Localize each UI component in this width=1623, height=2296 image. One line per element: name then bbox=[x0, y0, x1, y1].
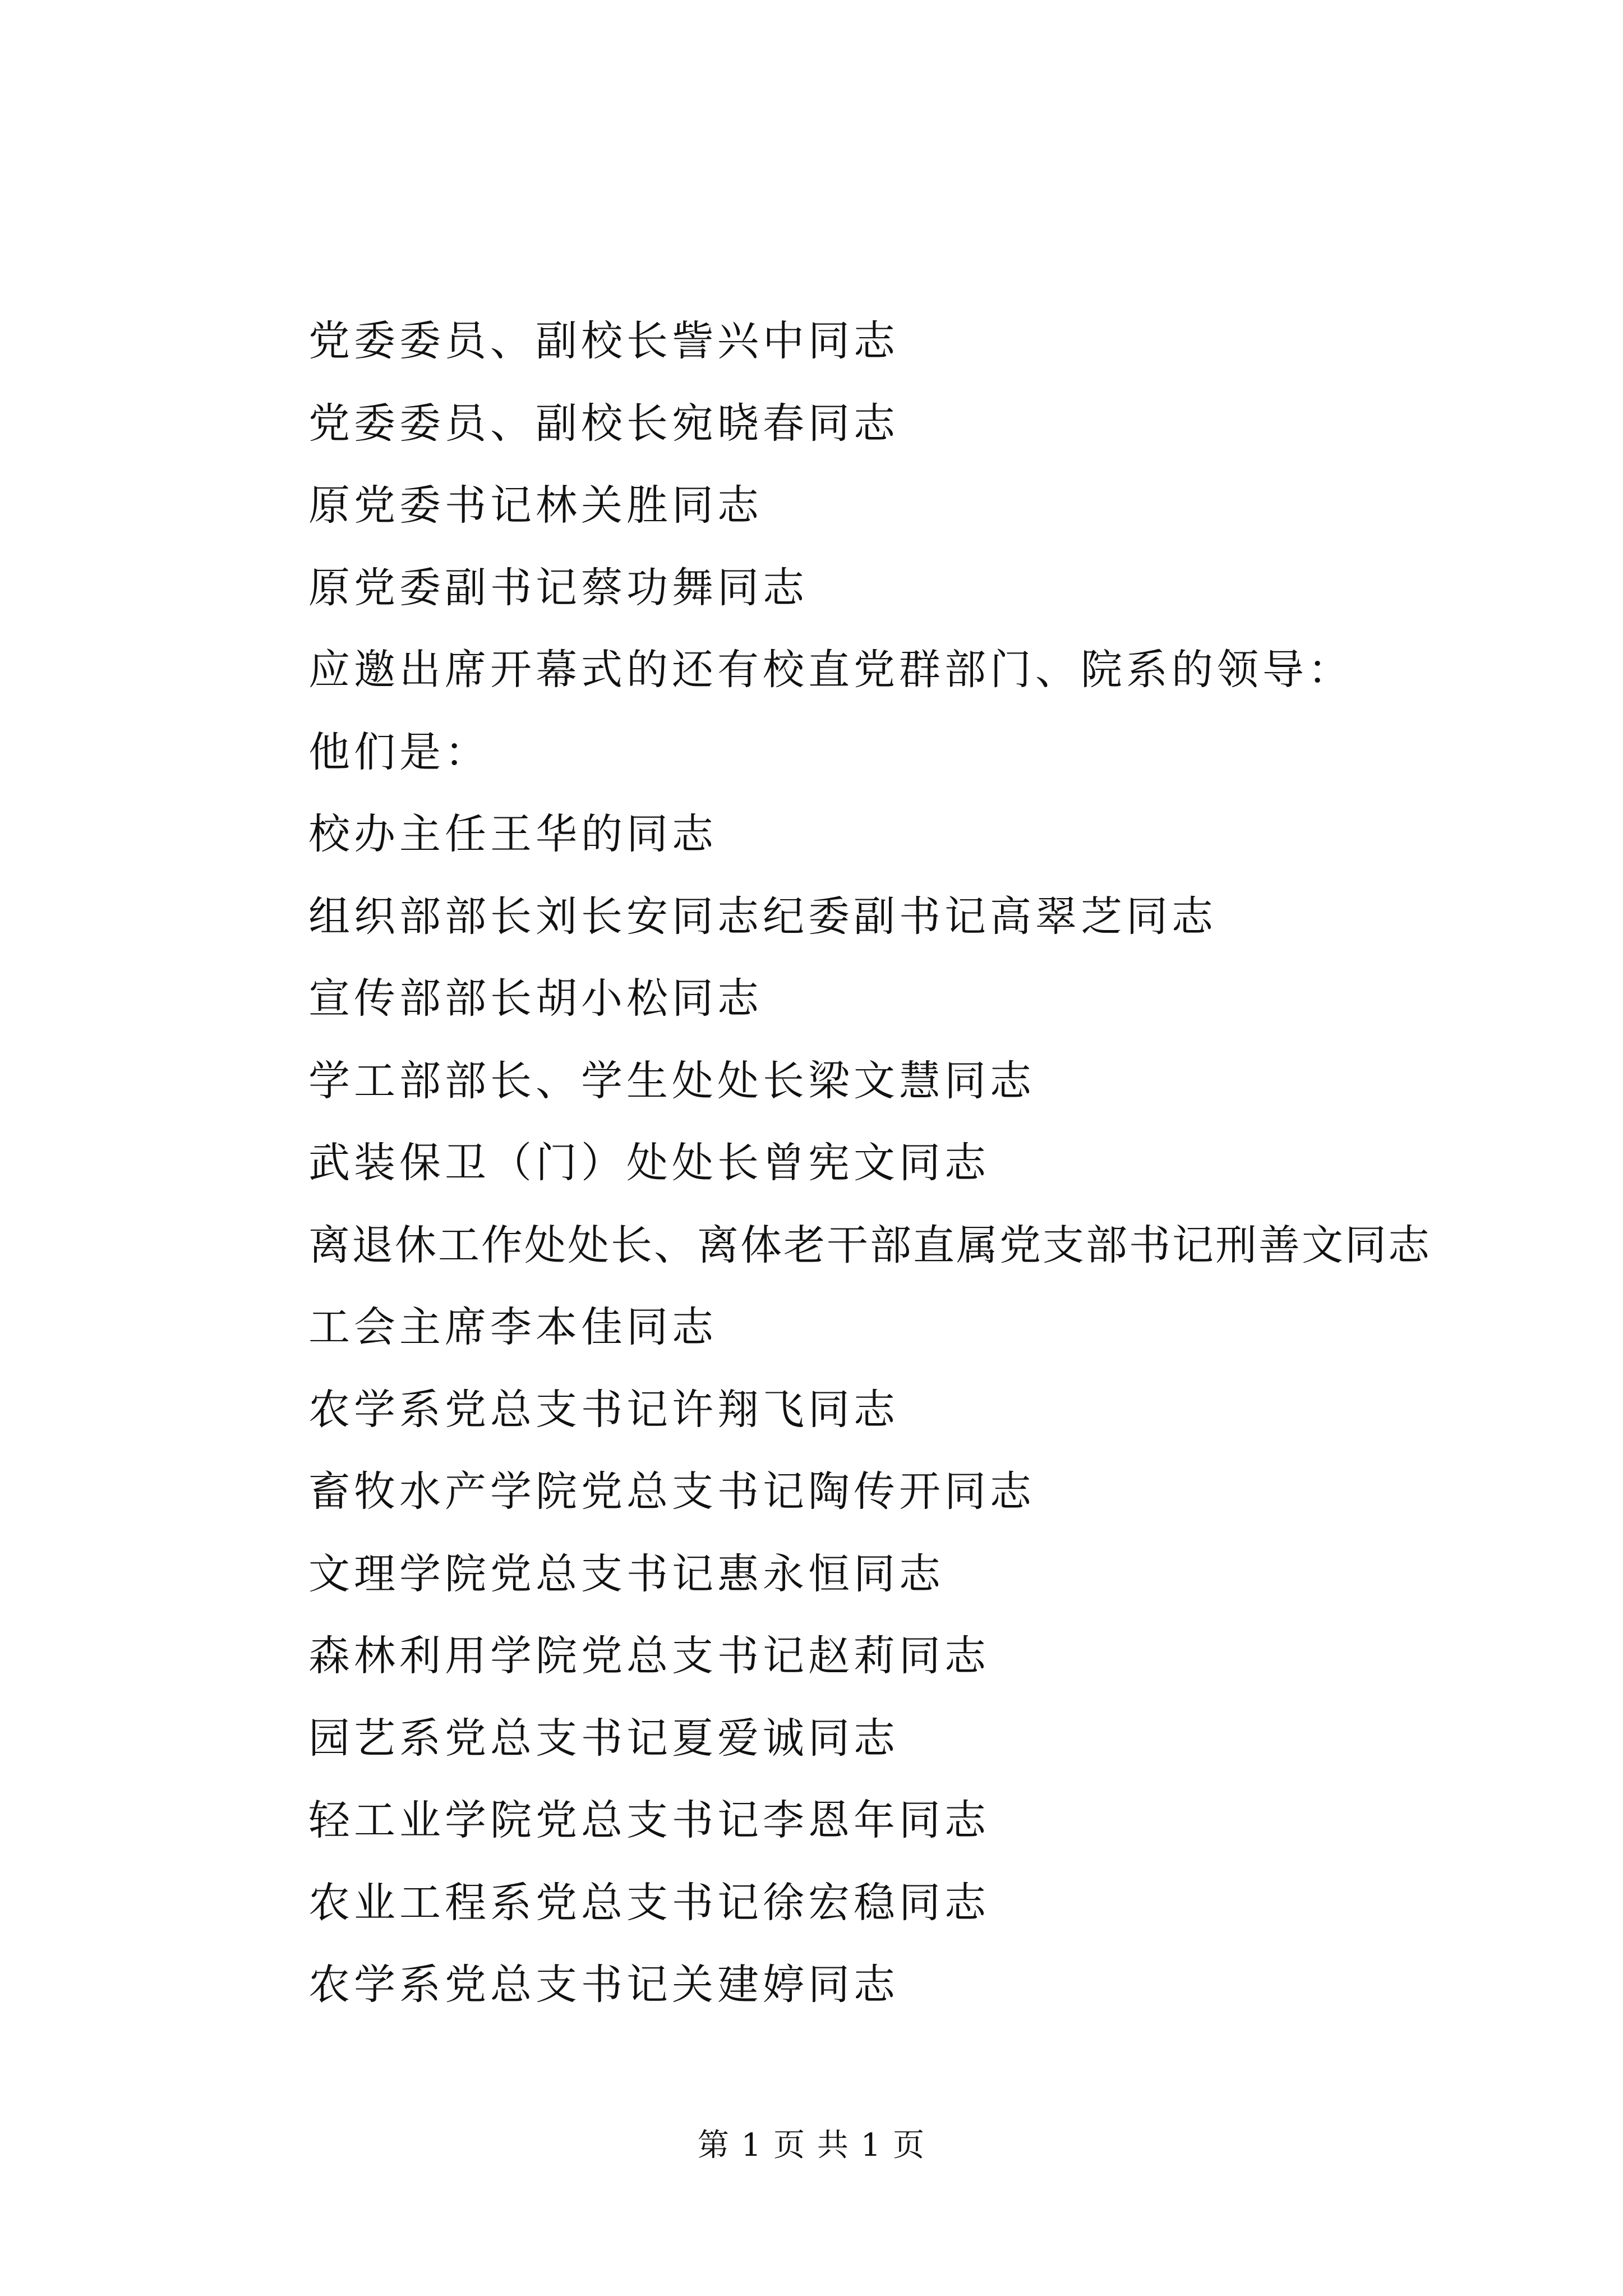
text-line: 武装保卫（门）处处长曾宪文同志 bbox=[308, 1139, 990, 1187]
text-line: 党委委员、副校长宛晓春同志 bbox=[308, 399, 899, 448]
text-line: 农学系党总支书记许翔飞同志 bbox=[308, 1385, 899, 1434]
text-line: 原党委副书记蔡功舞同志 bbox=[308, 563, 808, 612]
text-line: 轻工业学院党总支书记李恩年同志 bbox=[308, 1796, 990, 1844]
page-number-footer: 第 1 页 共 1 页 bbox=[697, 2127, 926, 2164]
text-line: 工会主席李本佳同志 bbox=[308, 1303, 717, 1351]
text-line: 党委委员、副校长訾兴中同志 bbox=[308, 317, 899, 365]
text-line: 农学系党总支书记关建婷同志 bbox=[308, 1961, 899, 2009]
text-line: 他们是： bbox=[308, 728, 490, 776]
text-line: 文理学院党总支书记惠永恒同志 bbox=[308, 1549, 944, 1598]
text-line: 学工部部长、学生处处长梁文慧同志 bbox=[308, 1056, 1035, 1105]
text-line: 畜牧水产学院党总支书记陶传开同志 bbox=[308, 1467, 1035, 1516]
text-line: 原党委书记林关胜同志 bbox=[308, 481, 763, 530]
text-line: 离退休工作处处长、离体老干部直属党支部书记刑善文同志 bbox=[308, 1221, 1431, 1269]
text-line: 组织部部长刘长安同志纪委副书记高翠芝同志 bbox=[308, 892, 1217, 941]
text-line: 应邀出席开幕式的还有校直党群部门、院系的领导： bbox=[308, 646, 1353, 694]
text-line: 宣传部部长胡小松同志 bbox=[308, 974, 763, 1023]
text-line: 森林利用学院党总支书记赵莉同志 bbox=[308, 1632, 990, 1680]
text-line: 农业工程系党总支书记徐宏稳同志 bbox=[308, 1878, 990, 1927]
text-line: 园艺系党总支书记夏爱诚同志 bbox=[308, 1714, 899, 1763]
text-line: 校办主任王华的同志 bbox=[308, 810, 717, 858]
document-body bbox=[308, 300, 1486, 2026]
